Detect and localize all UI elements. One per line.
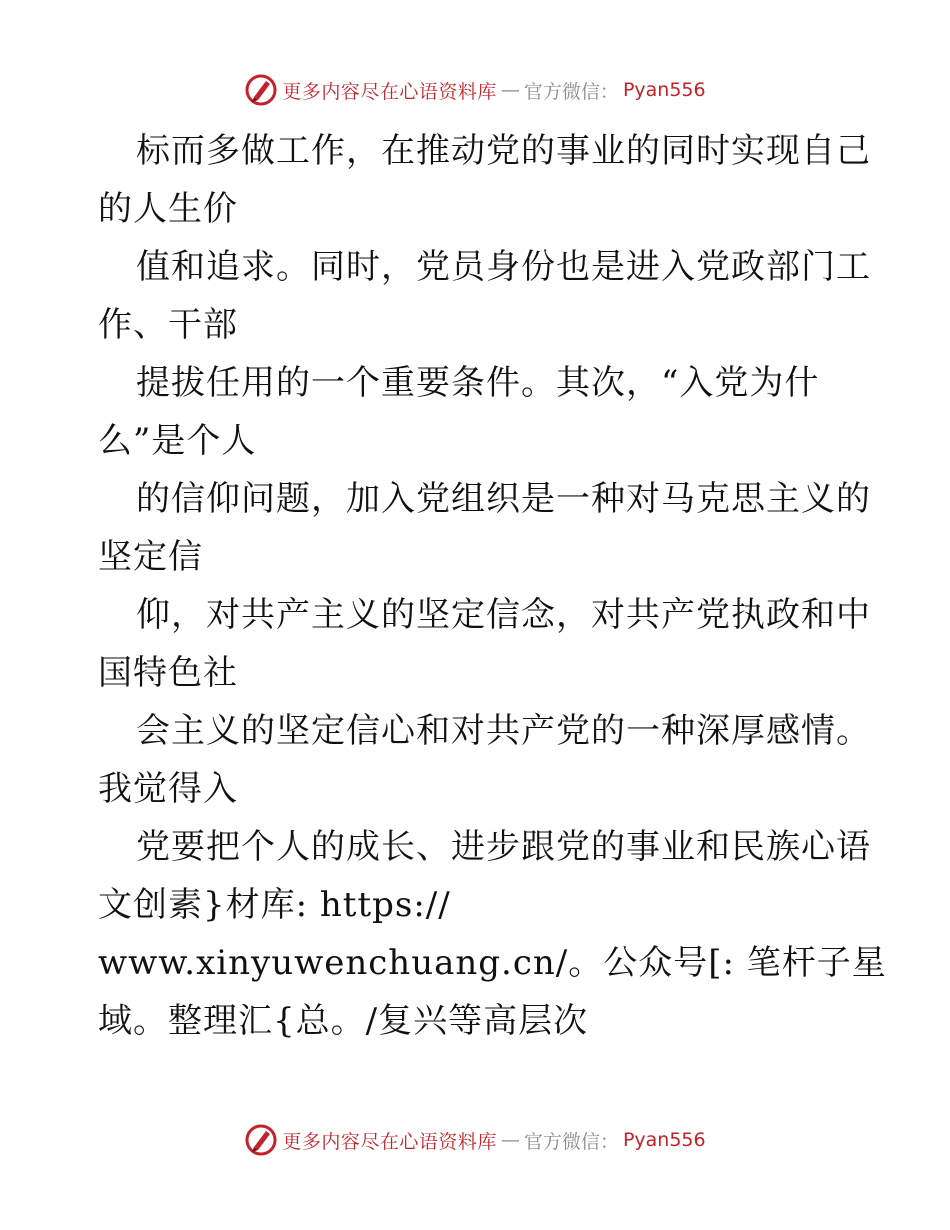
header-brand — [244, 73, 705, 107]
footer-wechat-label: 官方微信： — [523, 1130, 619, 1153]
footer-separator: — — [500, 1129, 520, 1151]
header-wechat-label: 官方微信： — [523, 80, 619, 103]
text-line: 党要把个人的成长、进步跟党的事业和民族心语 — [136, 827, 871, 867]
text-line: 坚定信 — [98, 537, 203, 577]
text-line: www.xinyuwenchuang.cn/。公众号[: 笔杆子星 — [98, 943, 887, 983]
page-footer — [0, 1118, 950, 1162]
header-separator: — — [500, 79, 520, 101]
header-wechat-id: Pyan556 — [622, 79, 706, 101]
text-line: 标而多做工作，在推动党的事业的同时实现自己 — [136, 131, 871, 171]
document-body — [98, 122, 887, 1050]
footer-brand-text: 更多内容尽在心语资料库 — [282, 1130, 497, 1153]
footer-brand — [244, 1123, 705, 1157]
text-line: 作、干部 — [98, 305, 238, 345]
text-line: 文创素}材库: https:// — [98, 885, 451, 925]
text-line: 仰，对共产主义的坚定信念，对共产党执政和中 — [136, 595, 871, 635]
text-line: 值和追求。同时，党员身份也是进入党政部门工 — [136, 247, 871, 287]
text-line: 的信仰问题，加入党组织是一种对马克思主义的 — [136, 479, 871, 519]
text-line: 会主义的坚定信心和对共产党的一种深厚感情。 — [136, 711, 871, 751]
text-line: 域。整理汇{总。/复兴等高层次 — [98, 1001, 589, 1041]
footer-wechat-id: Pyan556 — [622, 1129, 706, 1151]
text-line: 么”是个人 — [98, 421, 257, 461]
text-line: 的人生价 — [98, 189, 238, 229]
pen-logo-icon — [244, 1123, 278, 1157]
pen-logo-icon — [244, 73, 278, 107]
text-line: 我觉得入 — [98, 769, 238, 809]
page-header — [0, 68, 950, 112]
text-line: 提拔任用的一个重要条件。其次，“入党为什 — [136, 363, 820, 403]
text-line: 国特色社 — [98, 653, 238, 693]
header-brand-text: 更多内容尽在心语资料库 — [282, 80, 497, 103]
